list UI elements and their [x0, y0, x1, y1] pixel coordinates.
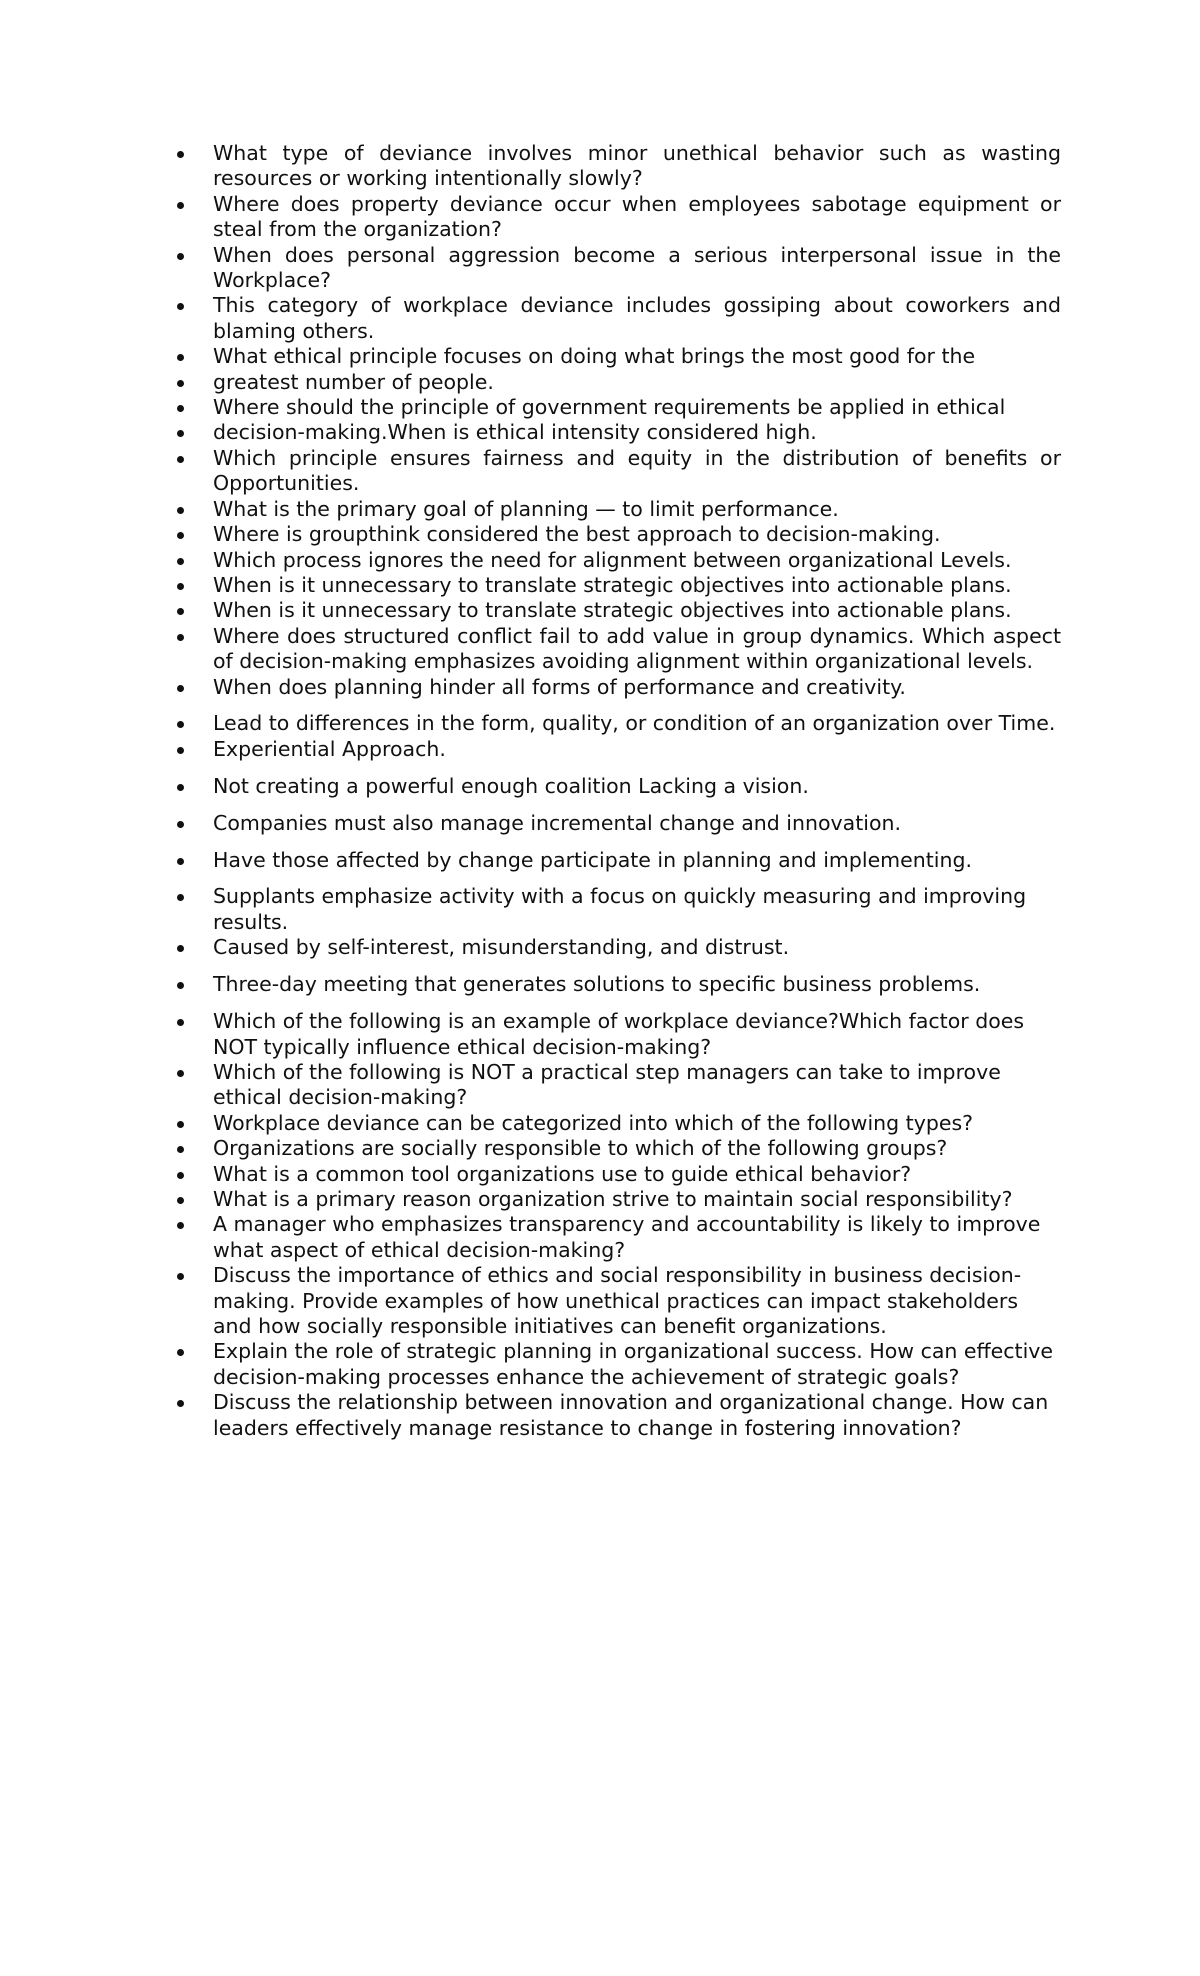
list-item [171, 848, 1061, 873]
list-item [171, 972, 1061, 997]
bullet-icon [177, 858, 184, 865]
bullet-icon [177, 945, 184, 952]
bullet-icon [177, 202, 184, 209]
list-item [171, 548, 1061, 573]
list-item [171, 1212, 1061, 1263]
list-item-text: When is it unnecessary to translate strategic objectives into actionable plans. [213, 572, 1012, 597]
bullet-icon [177, 1222, 184, 1229]
list-item-text: When is it unnecessary to translate strategic objectives into actionable plans. [213, 598, 1012, 623]
list-item-text: Where does structured conflict fail to add value in group dynamics. Which aspect of decision-making emphasizes avoiding alignment within organizational levels. [213, 623, 1061, 674]
list-item [171, 624, 1061, 675]
list-item-text: Where is groupthink considered the best approach to decision-making. [213, 522, 941, 547]
bullet-icon [177, 507, 184, 514]
list-item-text: When does personal aggression become a serious interpersonal issue in the Workplace? [213, 242, 1061, 293]
list-item [171, 737, 1061, 762]
list-item-text: Not creating a powerful enough coalition Lacking a vision. [213, 773, 809, 798]
bullet-icon [177, 1019, 184, 1026]
list-item-text: Supplants emphasize activity with a focus on quickly measuring and improving results. [213, 884, 1027, 934]
list-item [171, 884, 1061, 935]
list-item-text: Workplace deviance can be categorized into which of the following types? [213, 1110, 974, 1135]
bullet-icon [177, 1273, 184, 1280]
list-item-text: This category of workplace deviance includes gossiping about coworkers and blaming others. [213, 293, 1061, 343]
list-item [171, 675, 1061, 700]
list-item-text: Which principle ensures fairness and equity in the distribution of benefits or Opportunities. [213, 445, 1061, 496]
list-item-text: Experiential Approach. [213, 736, 446, 761]
bullet-icon [177, 558, 184, 565]
list-item-text: Three-day meeting that generates solutions to specific business problems. [213, 972, 981, 997]
list-item [171, 573, 1061, 598]
list-item-text: Which of the following is NOT a practical step managers can take to improve ethical decision-making? [213, 1059, 1001, 1110]
list-item [171, 1009, 1061, 1060]
bullet-icon [177, 456, 184, 463]
list-item [171, 497, 1061, 522]
bullet-icon [177, 747, 184, 754]
bullet-icon [177, 1121, 184, 1128]
list-item [171, 1339, 1061, 1390]
bullet-icon [177, 1349, 184, 1356]
bullet-icon [177, 583, 184, 590]
list-item [171, 1136, 1061, 1161]
list-item-text: A manager who emphasizes transparency and accountability is likely to improve what aspect of ethical decision-making? [213, 1212, 1041, 1262]
list-item-text: What is a common tool organizations use to guide ethical behavior? [213, 1161, 912, 1186]
list-item-text: Discuss the relationship between innovation and organizational change. How can leaders effectively manage resistance to change in fostering innovation? [213, 1390, 1049, 1440]
bullet-icon [177, 151, 184, 158]
list-item-text: decision-making.When is ethical intensity considered high. [213, 420, 817, 445]
bullet-icon [177, 1146, 184, 1153]
list-item-text: Caused by self-interest, misunderstanding, and distrust. [213, 935, 790, 960]
bullet-icon [177, 894, 184, 901]
question-list [171, 141, 1061, 1441]
list-item [171, 1162, 1061, 1187]
list-item [171, 1390, 1061, 1441]
bullet-icon [177, 784, 184, 791]
bullet-icon [177, 608, 184, 615]
list-item [171, 243, 1061, 294]
list-item [171, 446, 1061, 497]
list-item-text: What ethical principle focuses on doing what brings the most good for the [213, 344, 976, 369]
list-item-text: Discuss the importance of ethics and social responsibility in business decision-making. Provide examples of how unethical practices can impact stakeholders and how socially responsible initiatives can benefit organizations. [213, 1263, 1022, 1338]
bullet-icon [177, 1070, 184, 1077]
bullet-icon [177, 1400, 184, 1407]
bullet-icon [177, 685, 184, 692]
list-item [171, 1263, 1061, 1339]
bullet-icon [177, 532, 184, 539]
list-item-text: Which of the following is an example of workplace deviance?Which factor does NOT typically influence ethical decision-making? [213, 1009, 1025, 1059]
list-item-text: Where should the principle of government requirements be applied in ethical [213, 395, 1006, 420]
bullet-icon [177, 253, 184, 260]
list-item-text: What type of deviance involves minor unethical behavior such as wasting resources or working intentionally slowly? [213, 141, 1061, 191]
list-item-text: Which process ignores the need for alignment between organizational Levels. [213, 547, 1012, 572]
list-item-text: Organizations are socially responsible to which of the following groups? [213, 1136, 948, 1161]
list-item-text: What is a primary reason organization strive to maintain social responsibility? [213, 1186, 1013, 1211]
list-item [171, 141, 1061, 192]
list-item [171, 935, 1061, 960]
list-item-text: What is the primary goal of planning — to limit performance. [213, 496, 839, 521]
list-item-text: Lead to differences in the form, quality, or condition of an organization over Time. [213, 711, 1056, 736]
list-item [171, 293, 1061, 344]
list-item-text: greatest number of people. [213, 369, 494, 394]
bullet-icon [177, 821, 184, 828]
list-item [171, 1111, 1061, 1136]
bullet-icon [177, 721, 184, 728]
list-item [171, 370, 1061, 395]
list-item [171, 395, 1061, 420]
bullet-icon [177, 430, 184, 437]
bullet-icon [177, 303, 184, 310]
bullet-icon [177, 405, 184, 412]
bullet-icon [177, 634, 184, 641]
list-item [171, 1060, 1061, 1111]
list-item-text: Where does property deviance occur when employees sabotage equipment or steal from the organization? [213, 191, 1061, 242]
list-item [171, 344, 1061, 369]
bullet-icon [177, 354, 184, 361]
bullet-icon [177, 380, 184, 387]
list-item-text: When does planning hinder all forms of performance and creativity. [213, 674, 906, 699]
bullet-icon [177, 982, 184, 989]
bullet-icon [177, 1172, 184, 1179]
list-item [171, 522, 1061, 547]
list-item [171, 774, 1061, 799]
list-item [171, 598, 1061, 623]
list-item [171, 1187, 1061, 1212]
bullet-icon [177, 1197, 184, 1204]
list-item-text: Companies must also manage incremental change and innovation. [213, 810, 902, 835]
list-item [171, 420, 1061, 445]
list-item [171, 711, 1061, 736]
list-item-text: Explain the role of strategic planning in organizational success. How can effective decision-making processes enhance the achievement of strategic goals? [213, 1339, 1054, 1389]
list-item-text: Have those affected by change participate in planning and implementing. [213, 847, 973, 872]
list-item [171, 811, 1061, 836]
list-item [171, 192, 1061, 243]
